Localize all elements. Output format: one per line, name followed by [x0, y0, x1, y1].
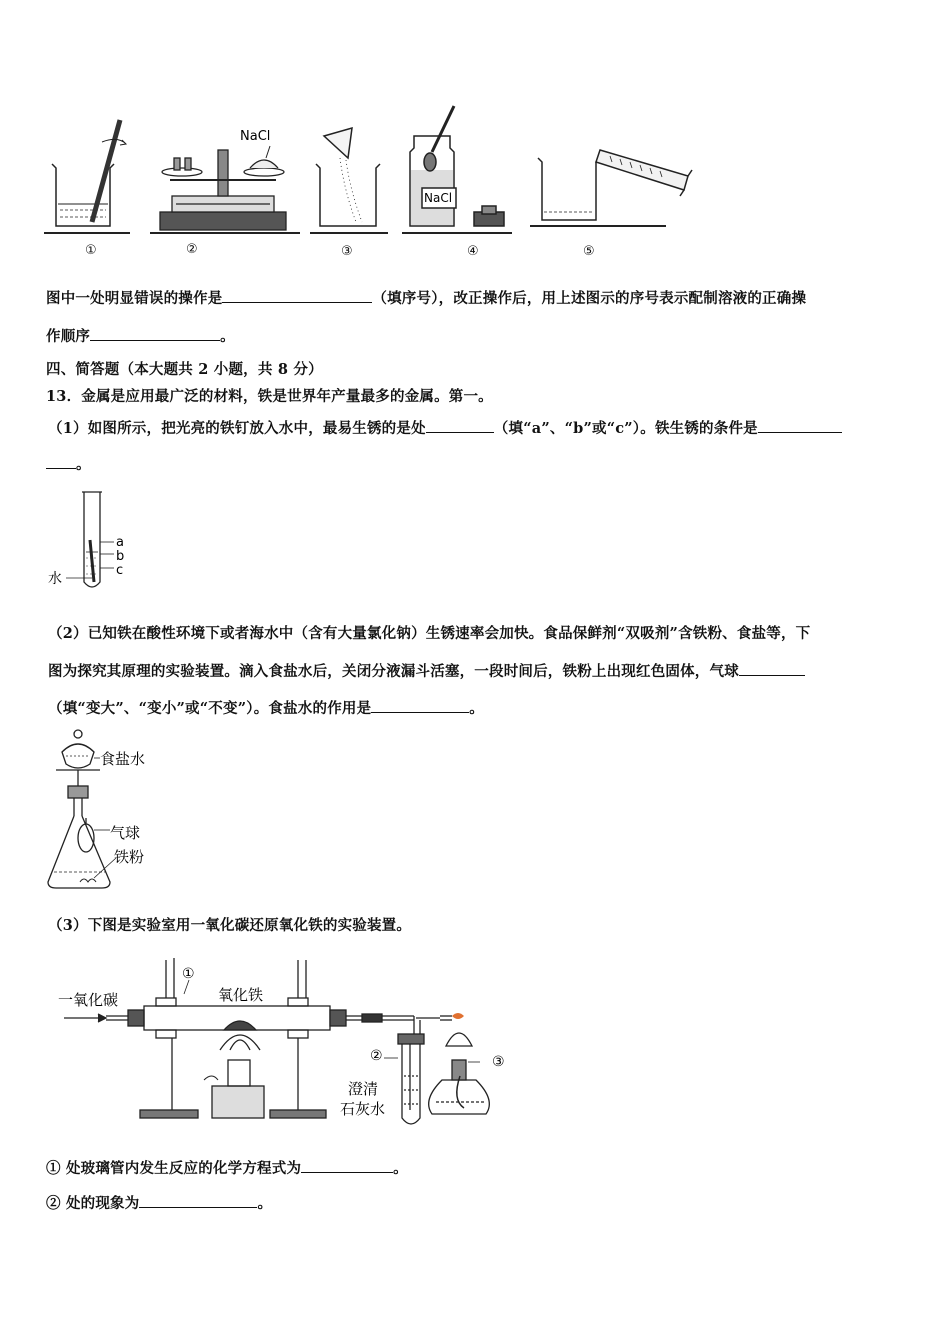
nacl-balance-label: NaCl	[240, 129, 271, 144]
q13-sub2-line	[46, 1192, 272, 1213]
q13-part1-line-2	[46, 453, 91, 474]
q13-sub1-end: 。	[393, 1160, 408, 1177]
label-limewater-2: 石灰水	[340, 1100, 386, 1118]
q13-p1-text-b: （填“a”、“b”或“c”）。铁生锈的条件是	[493, 420, 758, 437]
q13-sub1-line	[46, 1157, 408, 1178]
q13-intro: 13．金属是应用最广泛的材料，铁是世界年产量最多的金属。第一。	[46, 388, 493, 405]
q13-part2-line-3	[48, 697, 484, 718]
fig-label-5: ⑤	[583, 244, 595, 259]
q13-part2-line-1: （2）已知铁在酸性环境下或者海水中（含有大量氯化钠）生锈速率会加快。食品保鲜剂“双吸剂”含铁粉、食盐等，下	[48, 625, 811, 642]
q13-part1-line	[48, 417, 842, 438]
fig-label-2: ②	[186, 242, 198, 257]
answer-blank[interactable]	[90, 326, 220, 341]
fig-label-3: ③	[341, 244, 353, 259]
q13-sub1-text: ① 处玻璃管内发生反应的化学方程式为	[46, 1160, 302, 1177]
answer-blank[interactable]	[301, 1158, 393, 1173]
flask-label-iron-powder: 铁粉	[114, 848, 145, 866]
label-n3: ③	[492, 1054, 505, 1070]
tube-label-c: c	[116, 563, 124, 578]
cylinder-pouring-diagram	[530, 150, 692, 226]
answer-blank[interactable]	[139, 1193, 257, 1208]
q13-part2-line-2	[48, 660, 805, 681]
nacl-jar-label: NaCl	[424, 191, 453, 205]
answer-blank[interactable]	[739, 661, 805, 676]
answer-blank[interactable]	[46, 454, 76, 469]
label-n2: ②	[370, 1048, 383, 1064]
q13-part3-line: （3）下图是实验室用一氧化碳还原氧化铁的实验装置。	[48, 917, 412, 934]
test-tube-figure	[44, 486, 144, 596]
co-reduction-apparatus-figure	[44, 950, 524, 1135]
beaker-pouring-diagram	[310, 128, 388, 233]
q12-text-d: 。	[220, 328, 235, 345]
balance-diagram	[150, 146, 300, 233]
tube-label-water: 水	[48, 571, 62, 587]
fig-label-1: ①	[85, 243, 97, 258]
flask-label-balloon: 气球	[110, 824, 141, 842]
q13-p1-text-c: 。	[76, 456, 91, 473]
fig-label-4: ④	[467, 244, 479, 259]
solution-preparation-figure	[40, 100, 720, 270]
q12-line-2	[46, 325, 235, 346]
q13-p2-text-c: 。	[469, 700, 484, 717]
q13-p1-text-a: （1）如图所示，把光亮的铁钉放入水中，最易生锈的是处	[48, 420, 426, 437]
tube-label-b: b	[116, 549, 125, 564]
answer-blank[interactable]	[426, 418, 494, 433]
q12-text-b: （填序号），改正操作后，用上述图示的序号表示配制溶液的正确操	[372, 290, 807, 307]
q12-text-a: 图中一处明显错误的操作是	[46, 290, 223, 307]
section-title: 四、简答题（本大题共 2 小题，共 8 分）	[46, 361, 323, 378]
q13-p2-text-a: 图为探究其原理的实验装置。滴入食盐水后，关闭分液漏斗活塞，一段时间后，铁粉上出现红色固体，气球	[48, 663, 739, 680]
reagent-jar-diagram	[402, 106, 512, 233]
q12-line-1	[46, 287, 806, 308]
label-limewater-1: 澄清	[348, 1080, 379, 1098]
q13-sub2-text: ② 处的现象为	[46, 1195, 140, 1212]
flask-apparatus-figure	[40, 726, 200, 896]
answer-blank[interactable]	[758, 418, 842, 433]
flask-label-salt-water: 食盐水	[100, 750, 146, 768]
q13-sub2-end: 。	[257, 1195, 273, 1212]
label-iron-oxide: 氧化铁	[218, 986, 264, 1004]
label-n1: ①	[182, 966, 195, 982]
answer-blank[interactable]	[371, 698, 469, 713]
q12-text-c: 作顺序	[46, 328, 91, 345]
label-carbon-monoxide: 一氧化碳	[58, 991, 119, 1009]
answer-blank[interactable]	[222, 288, 372, 303]
tube-label-a: a	[116, 535, 124, 550]
beaker-stirring-diagram	[44, 120, 130, 233]
q13-p2-text-b: （填“变大”、“变小”或“不变”）。食盐水的作用是	[48, 700, 372, 717]
